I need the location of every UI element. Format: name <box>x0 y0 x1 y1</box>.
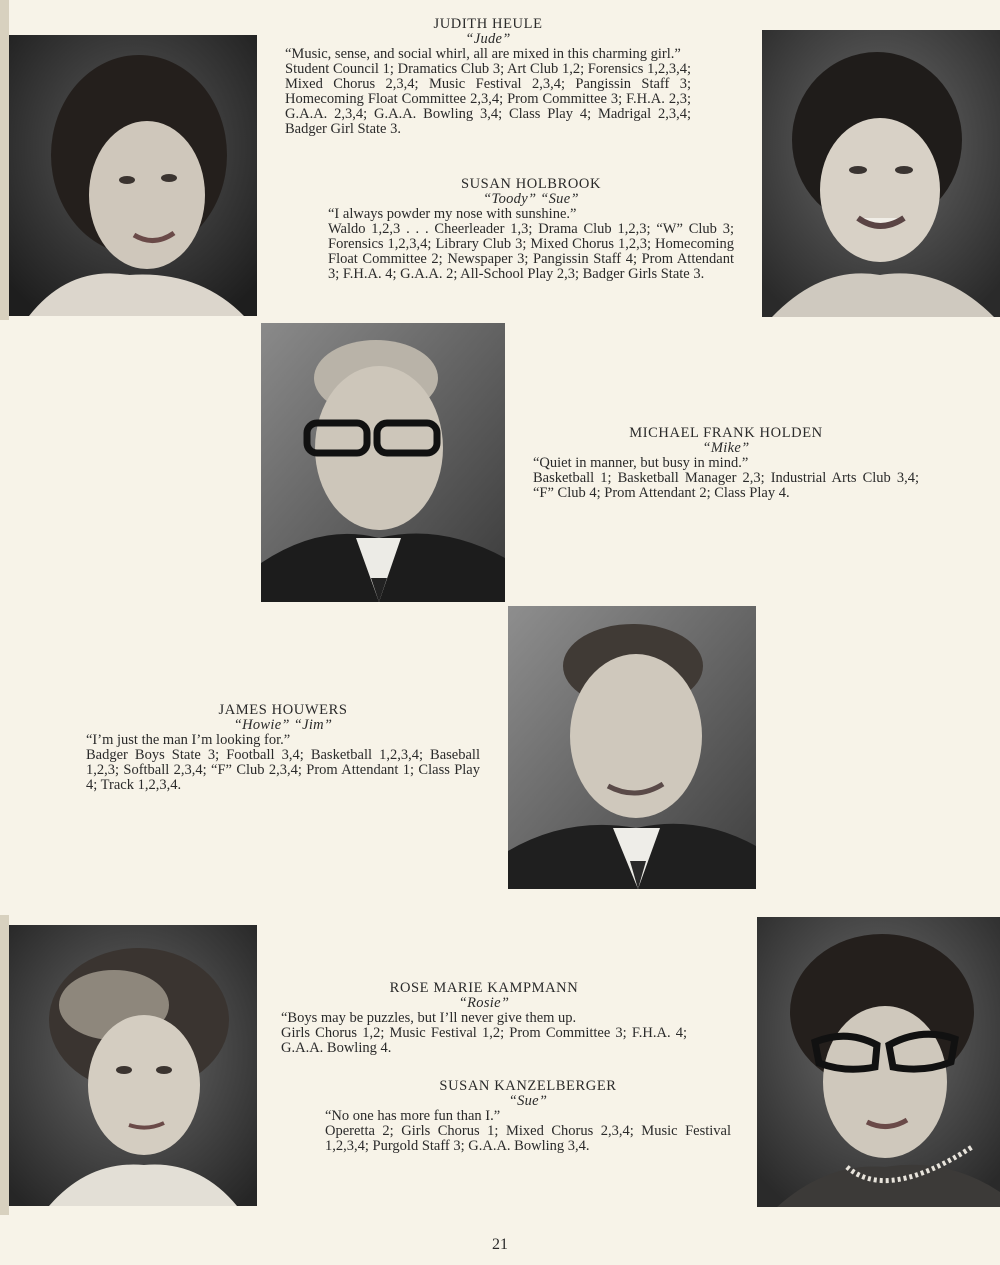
portrait-photo <box>508 606 756 889</box>
senior-quote: “Quiet in manner, but busy in mind.” <box>533 455 749 471</box>
senior-entry <box>325 1079 731 1154</box>
senior-activities: Girls Chorus 1,2; Music Festival 1,2; Prom Committee 3; F.H.A. 4; G.A.A. Bowling 4. <box>281 1025 687 1056</box>
senior-activities: Badger Boys State 3; Football 3,4; Basketball 1,2,3,4; Baseball 1,2,3; Softball 2,3,4; “F” Club 2,3,4; Prom Attendant 1; Class Play 4; Track 1,2,3,4. <box>86 747 480 793</box>
binding-edge <box>0 0 9 320</box>
senior-nickname: “Rosie” <box>458 995 510 1011</box>
senior-entry <box>285 17 691 137</box>
senior-quote: “Music, sense, and social whirl, all are mixed in this charming girl.” <box>285 46 681 62</box>
portrait-photo <box>757 917 1000 1207</box>
senior-activities: Operetta 2; Girls Chorus 1; Mixed Chorus 2,3,4; Music Festival 1,2,3,4; Purgold Staff 3; G.A.A. Bowling 3,4. <box>325 1123 731 1154</box>
senior-nickname: “Toody” “Sue” <box>483 191 579 207</box>
senior-nickname: “Sue” <box>508 1093 548 1109</box>
senior-nickname: “Mike” <box>702 440 750 456</box>
senior-name: SUSAN HOLBROOK <box>460 176 602 192</box>
senior-nickname: “Jude” <box>465 31 511 47</box>
senior-activities: Basketball 1; Basketball Manager 2,3; Industrial Arts Club 3,4; “F” Club 4; Prom Attendant 2; Class Play 4. <box>533 470 919 501</box>
portrait-photo <box>9 925 257 1206</box>
portrait-photo <box>261 323 505 602</box>
senior-name: JUDITH HEULE <box>433 16 543 32</box>
senior-entry <box>86 703 480 793</box>
page-number: 21 <box>492 1236 508 1253</box>
senior-name: SUSAN KANZELBERGER <box>439 1078 617 1094</box>
senior-name: MICHAEL FRANK HOLDEN <box>629 425 823 441</box>
senior-name: ROSE MARIE KAMPMANN <box>389 980 579 996</box>
senior-name: JAMES HOUWERS <box>218 702 348 718</box>
senior-entry <box>533 426 919 501</box>
portrait-photo <box>9 35 257 316</box>
senior-activities: Waldo 1,2,3 . . . Cheerleader 1,3; Drama Club 1,2,3; “W” Club 3; Forensics 1,2,3,4; Library Club 3; Mixed Chorus 1,2,3; Homecoming Float Committee 2; Newspaper 3; Pangissin Staff 4; Prom Attendant 3; F.H.A. 4; G.A.A. 2; All-School Play 2,3; Badger Girls State 3. <box>328 221 734 282</box>
senior-quote: “I’m just the man I’m looking for.” <box>86 732 291 748</box>
senior-quote: “Boys may be puzzles, but I’ll never give them up. <box>281 1010 577 1026</box>
senior-quote: “No one has more fun than I.” <box>325 1108 501 1124</box>
senior-entry <box>281 981 687 1056</box>
portrait-photo <box>762 30 1000 317</box>
senior-activities: Student Council 1; Dramatics Club 3; Art Club 1,2; Forensics 1,2,3,4; Mixed Chorus 2,3,4; Music Festival 2,3,4; Pangissin Staff 3; Homecoming Float Committee 2,3,4; Prom Committee 3; F.H.A. 2,3; G.A.A. 2,3,4; G.A.A. Bowling 3,4; Class Play 4; Madrigal 2,3,4; Badger Girl State 3. <box>285 61 691 137</box>
senior-quote: “I always powder my nose with sunshine.” <box>328 206 577 222</box>
senior-nickname: “Howie” “Jim” <box>233 717 333 733</box>
senior-entry <box>328 177 734 282</box>
binding-edge <box>0 915 9 1215</box>
